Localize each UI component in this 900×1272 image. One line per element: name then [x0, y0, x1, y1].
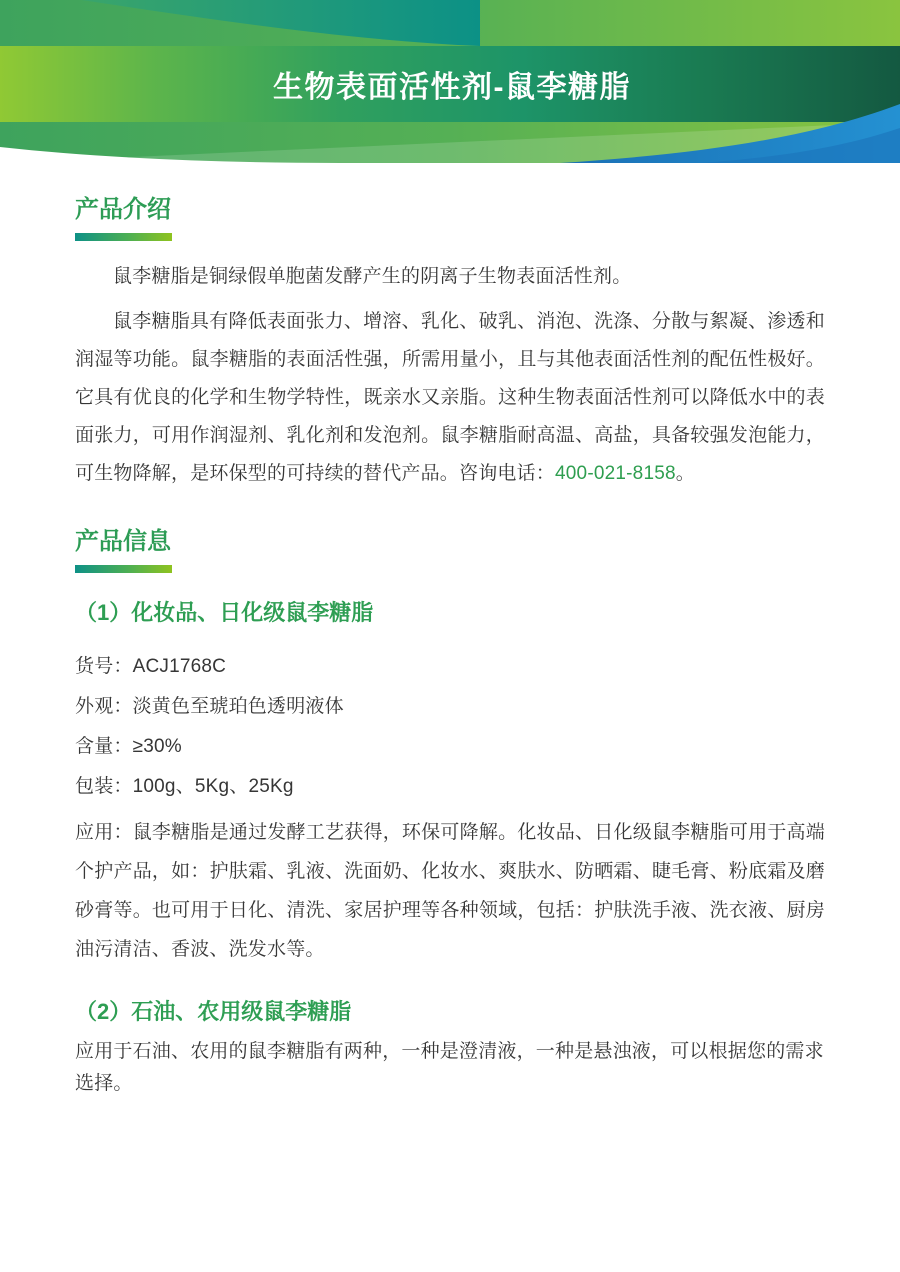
subsection-cosmetic-grade: [75, 600, 825, 969]
intro-paragraph-2: [75, 303, 825, 493]
cosmetic-grade-application: 应用：鼠李糖脂是通过发酵工艺获得，环保可降解。化妆品、日化级鼠李糖脂可用于高端个护产品，如：护肤霜、乳液、洗面奶、化妆水、爽肤水、防晒霜、睫毛膏、粉底霜及磨砂膏等。也可用于日化、清洗、家居护理等各种领域，包括：护肤洗手液、洗衣液、厨房油污清洁、香波、洗发水等。: [75, 822, 825, 960]
petroleum-grade-heading: （2）石油、农用级鼠李糖脂: [75, 999, 352, 1024]
page-title: 生物表面活性剂-鼠李糖脂: [273, 71, 631, 104]
page-content: [0, 196, 900, 1100]
attribute-row-content: [75, 727, 825, 767]
section-product-intro: [75, 196, 825, 493]
info-section-heading: 产品信息: [75, 528, 171, 555]
attribute-label: 含量：: [75, 736, 133, 757]
info-heading-underline: [75, 565, 172, 573]
product-attribute-list: [75, 647, 825, 807]
intro-paragraph-2-text: 鼠李糖脂具有降低表面张力、增溶、乳化、破乳、消泡、洗涤、分散与絮凝、渗透和润湿等功能。鼠李糖脂的表面活性强，所需用量小，且与其他表面活性剂的配伍性极好。它具有优良的化学和生物学特性，既亲水又亲脂。这种生物表面活性剂可以降低水中的表面张力，可用作润湿剂、乳化剂和发泡剂。鼠李糖脂耐高温、高盐，具备较强发泡能力，可生物降解，是环保型的可持续的替代产品。咨询电话：: [75, 311, 825, 484]
intro-section-heading: 产品介绍: [75, 196, 171, 223]
petroleum-grade-application: 应用于石油、农用的鼠李糖脂有两种，一种是澄清液，一种是悬浊液，可以根据您的需求选择。: [75, 1041, 824, 1094]
intro-paragraph-1: 鼠李糖脂是铜绿假单胞菌发酵产生的阴离子生物表面活性剂。: [113, 266, 632, 287]
attribute-label: 包装：: [75, 776, 133, 797]
attribute-label: 货号：: [75, 656, 133, 677]
attribute-value: ≥30%: [132, 736, 182, 757]
attribute-value: ACJ1768C: [132, 656, 227, 677]
subsection-petroleum-grade: [75, 999, 825, 1100]
attribute-value: 淡黄色至琥珀色透明液体: [132, 696, 344, 717]
intro-paragraph-2-period: 。: [675, 463, 695, 484]
attribute-row-packaging: [75, 767, 825, 807]
intro-heading-underline: [75, 233, 172, 241]
consult-phone-number: 400-021-8158: [555, 463, 676, 484]
attribute-row-appearance: [75, 687, 825, 727]
section-product-info: [75, 528, 825, 1100]
cosmetic-grade-heading: （1）化妆品、日化级鼠李糖脂: [75, 600, 374, 625]
attribute-value: 100g、5Kg、25Kg: [132, 776, 294, 797]
attribute-row-item-no: [75, 647, 825, 687]
banner: [0, 0, 900, 163]
attribute-label: 外观：: [75, 696, 133, 717]
